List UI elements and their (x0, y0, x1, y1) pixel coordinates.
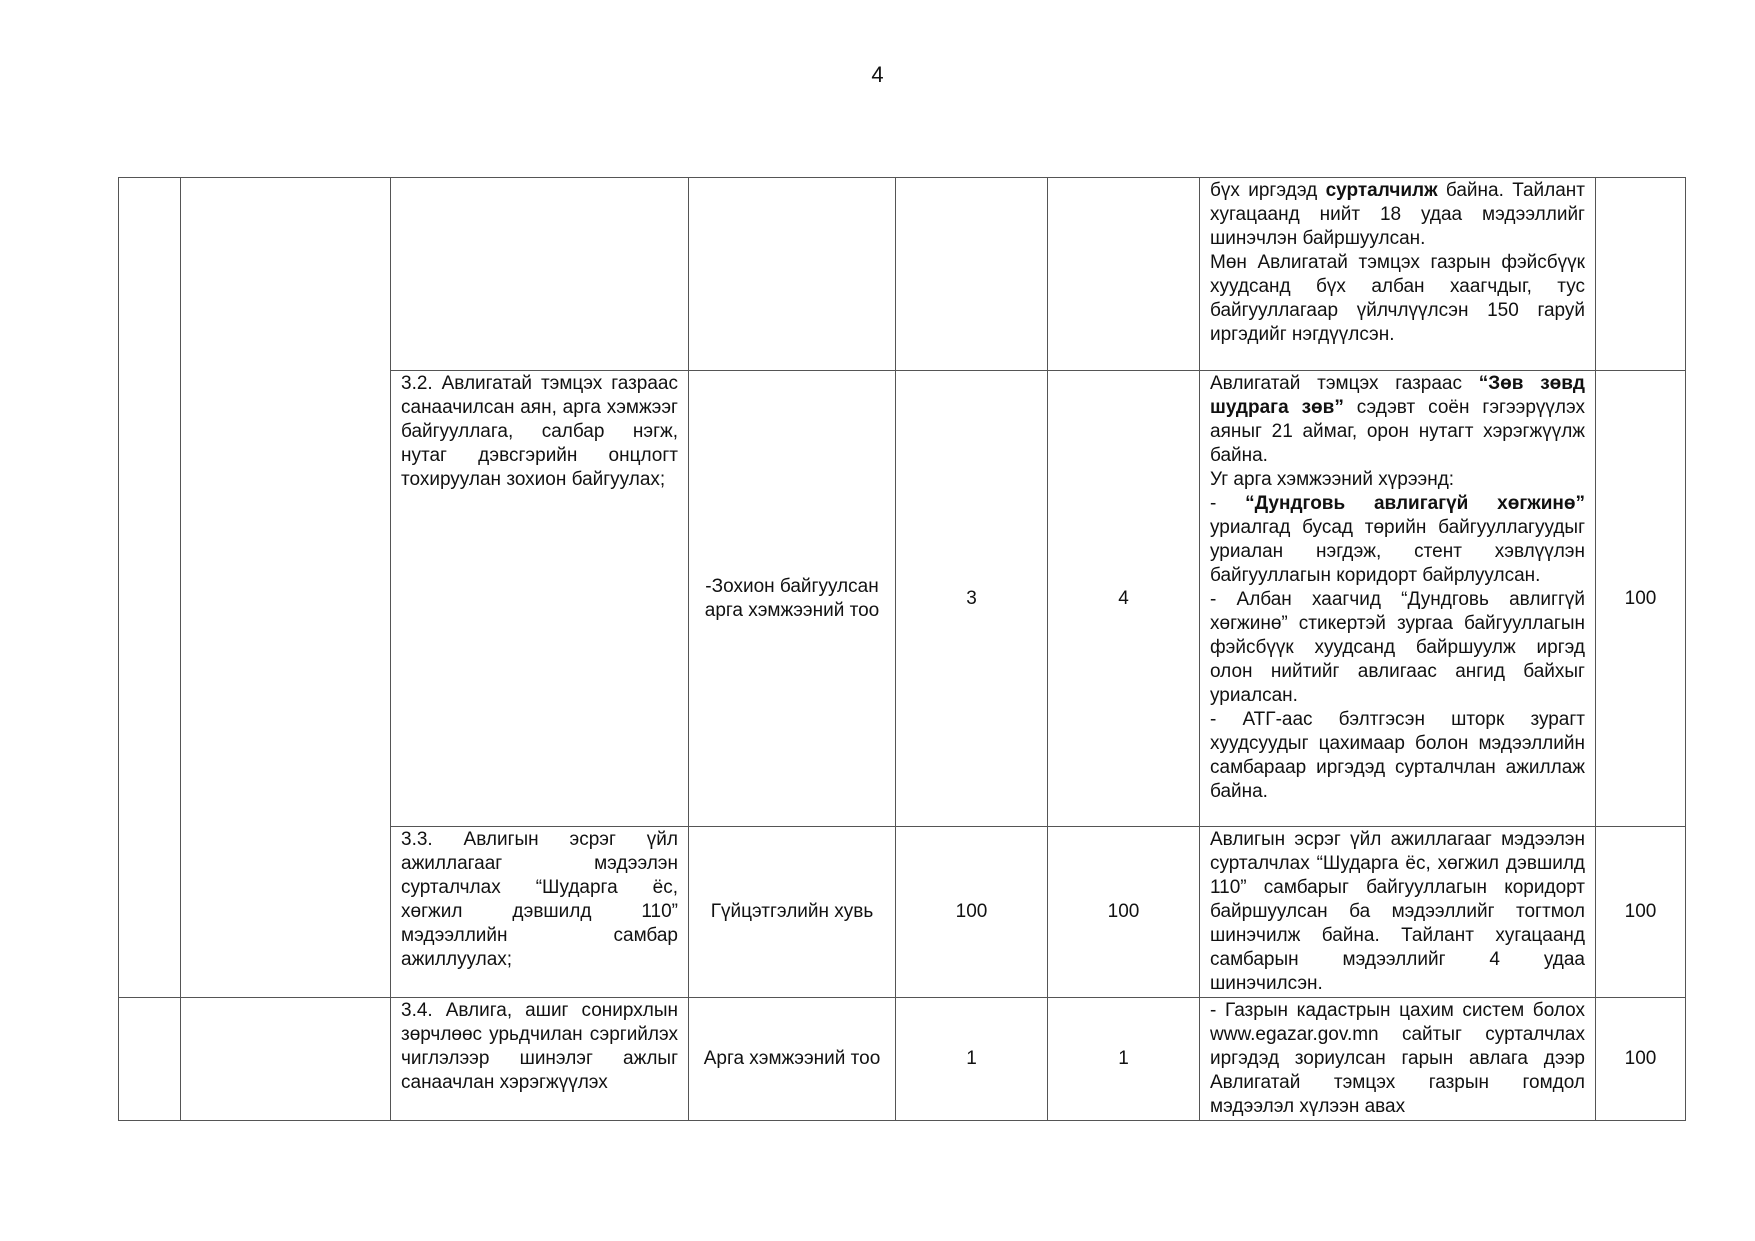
indicator-cell: Арга хэмжээний тоо (689, 998, 896, 1121)
result-cell (1200, 371, 1596, 827)
result-paragraph: - Газрын кадастрын цахим систем болох www.egazar.gov.mn сайтыг сурталчлах иргэдэд зориулсан гарын авлага дээр Авлигатай тэмцэх газрын гомдол мэдээлэл хүлээн авах (1210, 1000, 1585, 1117)
activity-cell: 3.3. Авлигын эсрэг үйл ажиллагааг мэдээлэн сурталчлах “Шударга ёс, хөгжил дэвшилд 110” мэдээллийн самбар ажиллуулах; (391, 827, 689, 998)
goal-cell (181, 998, 391, 1121)
goal-cell (181, 178, 391, 998)
page-number: 4 (871, 62, 884, 87)
indicator-cell: -Зохион байгуулсан арга хэмжээний тоо (689, 371, 896, 827)
baseline-cell: 1 (896, 998, 1048, 1121)
result-paragraph: - Албан хаагчид “Дундговь авлиггүй хөгжинө” стикертэй зургаа байгууллагын фэйсбүүк хуудсанд байршуулж иргэд олон нийтийг авлигаас ангид байхыг уриалсан. (1210, 589, 1585, 706)
result-cell (1200, 998, 1596, 1121)
result-paragraph: Авлигын эсрэг үйл ажиллагааг мэдээлэн сурталчлах “Шударга ёс, хөгжил дэвшилд 110” самбарыг байгууллагын коридорт байршуулсан ба мэдээллийг тогтмол шинэчилж байна. Тайлант хугацаанд самбарын мэдээллийг 4 удаа шинэчилсэн. (1210, 829, 1585, 994)
number-cell (119, 178, 181, 998)
result-paragraph: Авлигатай тэмцэх газраас “Зөв зөвд шудрага зөв” сэдэвт соён гэгээрүүлэх аяныг 21 аймаг, орон нутагт хэрэгжүүлж байна. (1210, 373, 1586, 466)
table-row (119, 178, 1686, 371)
result-paragraph: бүх иргэдэд сурталчилж байна. Тайлант хугацаанд нийт 18 удаа мэдээллийг шинэчлэн байршуулсан. (1210, 180, 1585, 249)
result-paragraph: Уг арга хэмжээний хүрээнд: (1210, 469, 1455, 490)
result-paragraph: - “Дундговь авлигагүй хөгжинө” уриалгад бусад төрийн байгууллагуудыг уриалан нэгдэж, стент хэвлүүлэн байгууллагын коридорт байрлуулсан. (1210, 493, 1586, 586)
baseline-cell (896, 178, 1048, 371)
percent-cell: 100 (1596, 371, 1686, 827)
percent-cell: 100 (1596, 827, 1686, 998)
target-cell (1048, 178, 1200, 371)
result-cell (1200, 178, 1596, 371)
result-paragraph: - АТГ-аас бэлтгэсэн шторк зурагт хуудсуудыг цахимаар болон мэдээллийн самбараар иргэдэд сурталчлан ажиллаж байна. (1210, 709, 1585, 802)
activity-cell: 3.4. Авлига, ашиг сонирхлын зөрчлөөс урьдчилан сэргийлэх чиглэлээр шинэлэг ажлыг санаачлан хэрэгжүүлэх (391, 998, 689, 1121)
target-cell: 1 (1048, 998, 1200, 1121)
percent-cell (1596, 178, 1686, 371)
target-cell: 4 (1048, 371, 1200, 827)
baseline-cell: 3 (896, 371, 1048, 827)
percent-cell: 100 (1596, 998, 1686, 1121)
number-cell (119, 998, 181, 1121)
target-cell: 100 (1048, 827, 1200, 998)
activity-cell: 3.2. Авлигатай тэмцэх газраас санаачилсан аян, арга хэмжээг байгууллага, салбар нэгж, нутаг дэвсгэрийн онцлогт тохируулан зохион байгуулах; (391, 371, 689, 827)
indicator-cell (689, 178, 896, 371)
indicator-cell: Гүйцэтгэлийн хувь (689, 827, 896, 998)
table-row (119, 998, 1686, 1121)
activity-cell (391, 178, 689, 371)
result-paragraph: Мөн Авлигатай тэмцэх газрын фэйсбүүк хуудсанд бүх албан хаагчдыг, тус байгууллагаар үйлчлүүлсэн 150 гаруй иргэдийг нэгдүүлсэн. (1210, 252, 1585, 345)
result-cell (1200, 827, 1596, 998)
baseline-cell: 100 (896, 827, 1048, 998)
report-table (118, 177, 1686, 1121)
